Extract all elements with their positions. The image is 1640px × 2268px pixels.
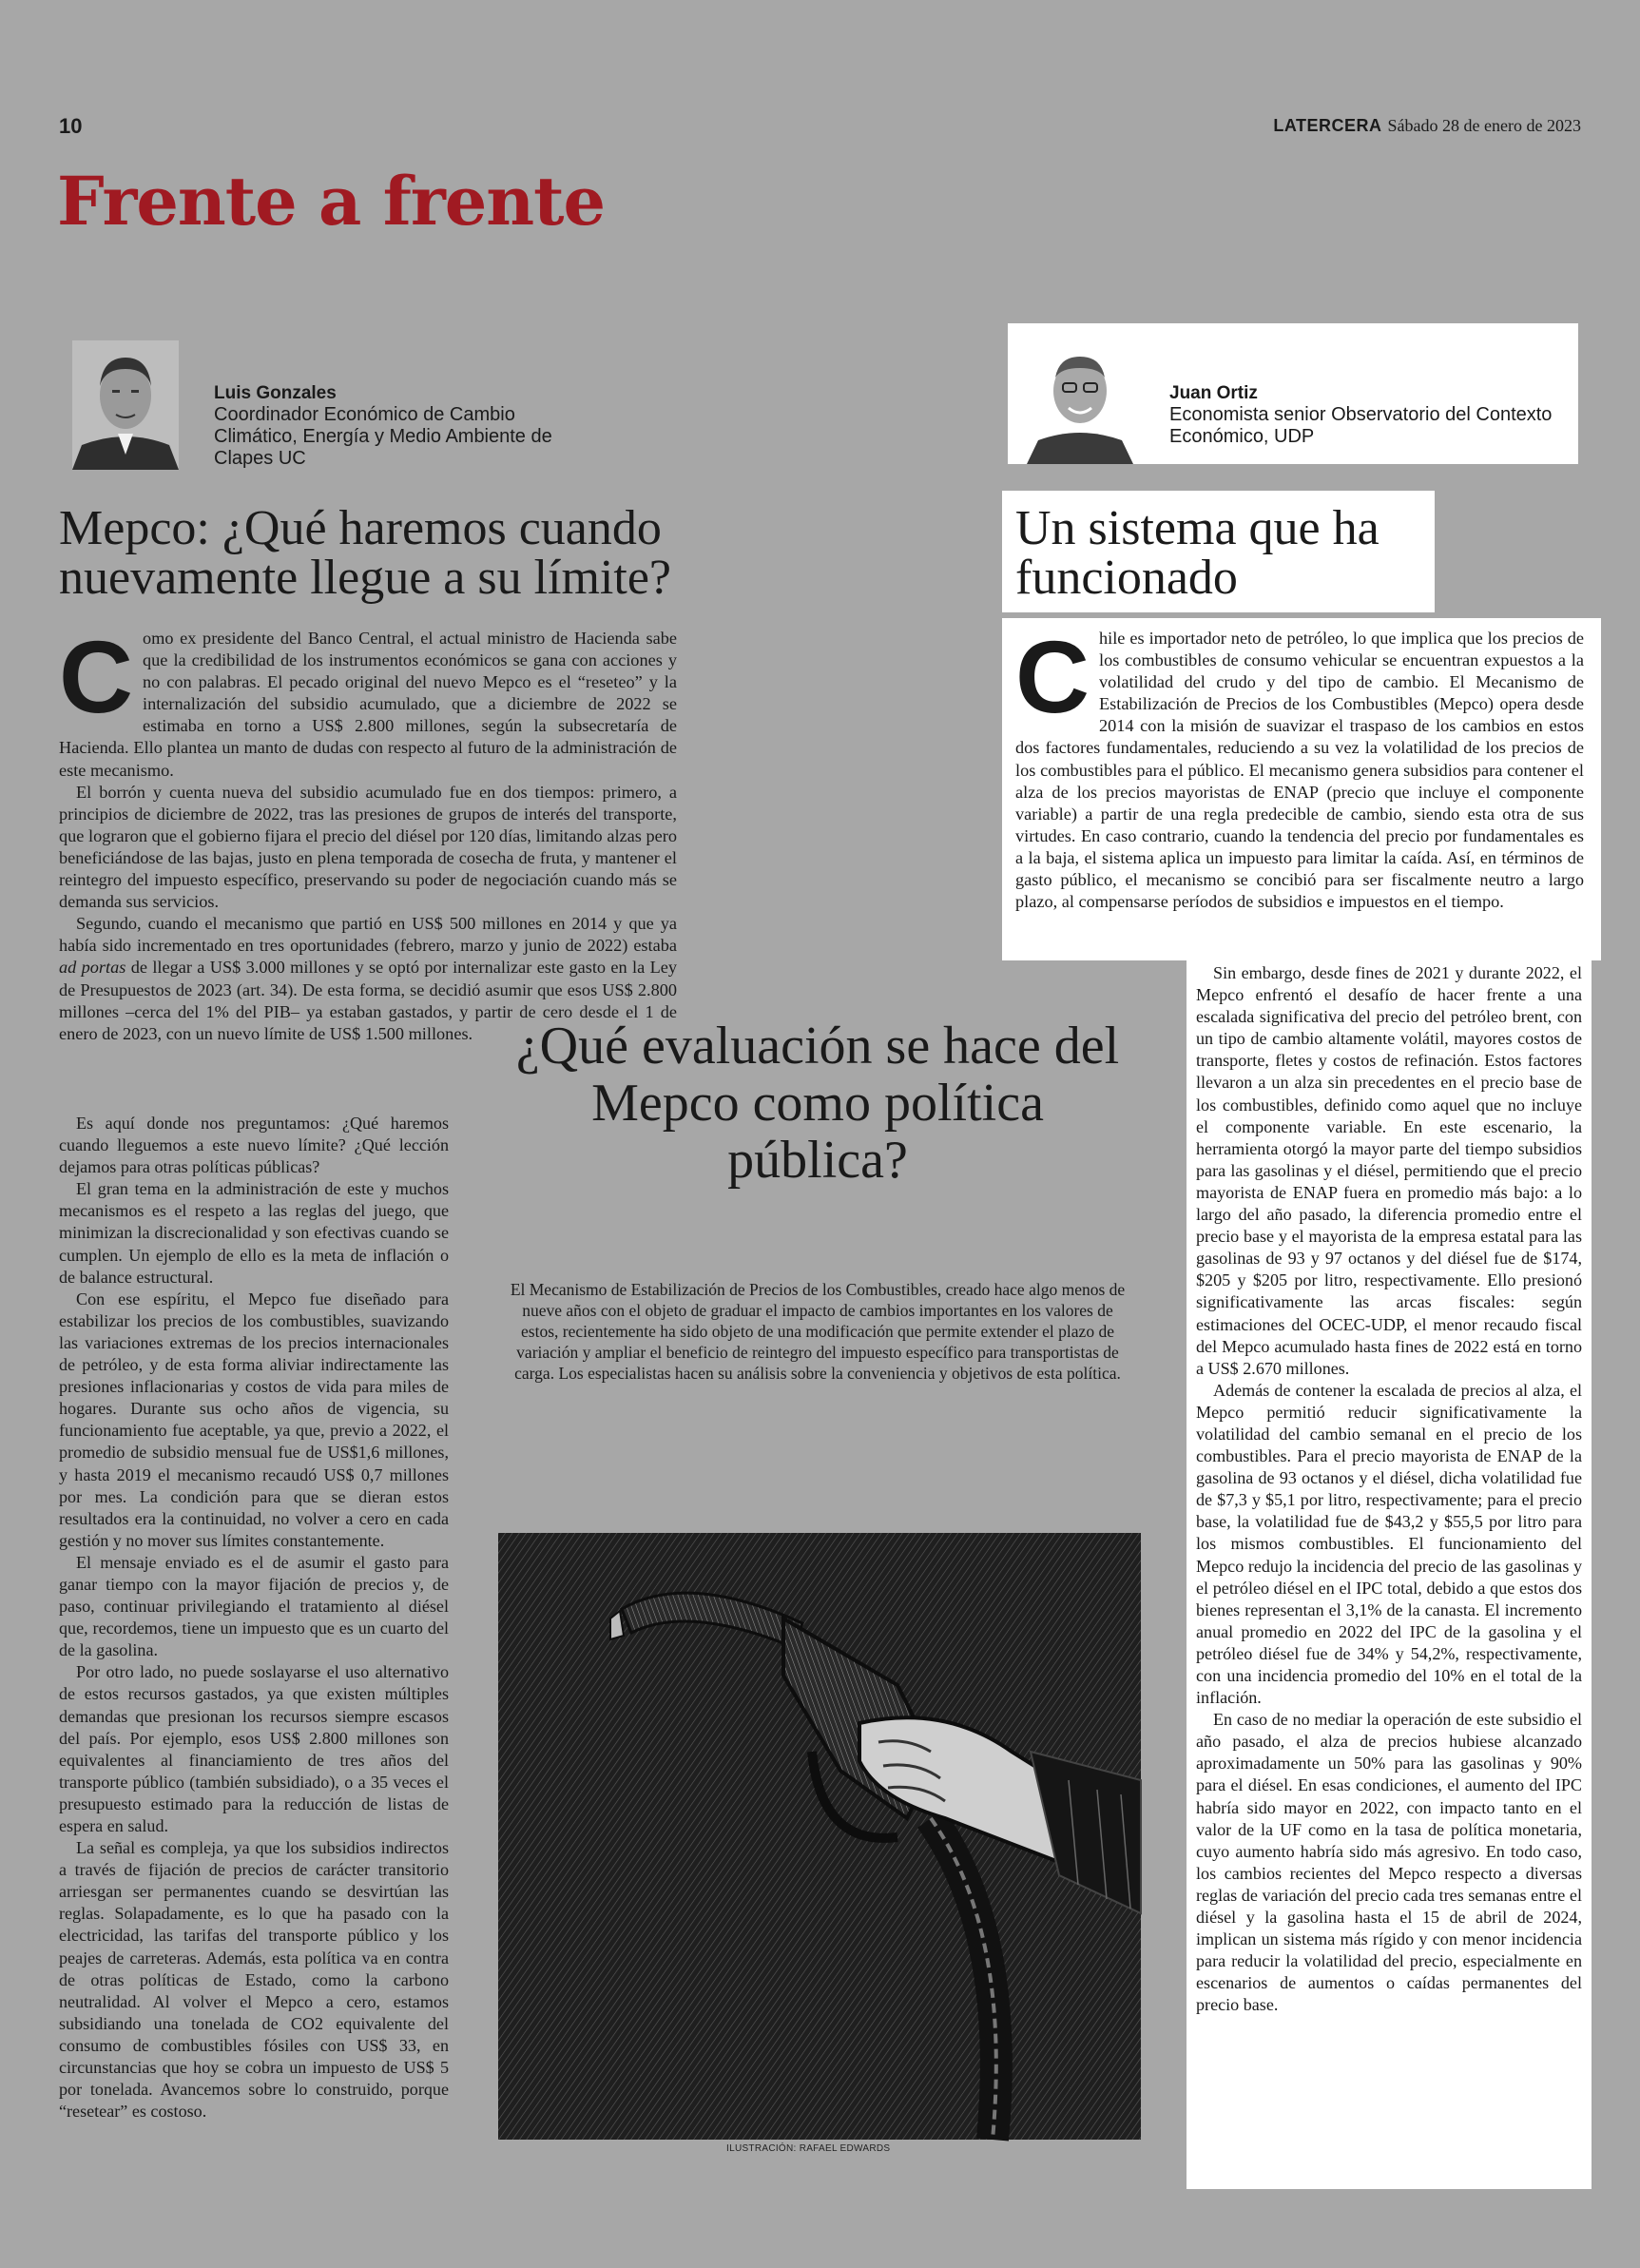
left-article-top [59,619,677,1043]
right-paragraph-2: Sin embargo, desde fines de 2021 y durante 2022, el Mepco enfrentó el desafío de hacer frente a una escalada significativa del precio del petróleo brent, con un tipo de cambio altamente volátil, mayores costos de transporte, fletes y costos de refinación. Estos factores llevaron a un alza sin precedentes en el precio base de los combustibles, definido como aquel que no incluye el componente variable. En este escenario, la herramienta otorgó la mayor parte del tiempo subsidios para las gasolinas y el diésel, permitiendo que el precio mayorista de ENAP fuera en promedio más bajo: a lo largo del año pasado, la diferencia promedio entre el precio base y el mayorista de la empresa estatal para las gasolinas de 93 y 97 octanos y del diésel fue de $174, $205 y $205 por litro, respectivamente. Ello presionó significativamente las arcas fiscales: según estimaciones del OCEC-UDP, el menor recaudo fiscal del Mepco acumulado hasta fines de 2022 está en torno a US$ 2.670 millones. [1196,963,1582,1378]
issue-date: Sábado 28 de enero de 2023 [1387,116,1581,135]
left-paragraph-9: La señal es compleja, ya que los subsidios indirectos a través de fijación de precios de carácter transitorio arriesgan ser permanentes cuando se desvirtúan las reglas. Solapadamente, es lo que ha pasado con la electricidad, las tarifas del transporte público y los peajes de carreteras. Además, esta política va en contra de otras políticas de Estado, como la carbono neutralidad. Al volver el Mepco a cero, estamos subsidiando una tonelada de CO2 equivalente del consumo de combustibles fósiles con US$ 33, en circunstancias que hoy se cobra un impuesto de US$ 5 por tonelada. Avancemos sobre lo construido, porque “resetear” es costoso. [59,1838,449,2122]
left-article-column [59,1113,449,2166]
author-name-right: Juan Ortiz [1169,383,1258,403]
author-role-left: Coordinador Económico de Cambio Climático, Energía y Medio Ambiente de Clapes UC [214,404,552,469]
left-p3-italic: ad portas [59,958,126,978]
fuel-nozzle-illustration [498,1533,1141,2140]
left-paragraph-5: El gran tema en la administración de este y muchos mecanismos es el respeto a las reglas del juego, que minimizan la discrecionalidad y son efectivas cuando se cumplen. Un ejemplo de ello es la meta de inflación o de balance estructural. [59,1179,449,1287]
newspaper-logo: LATERCERA [1273,116,1382,135]
section-title: Frente a frente [57,162,606,241]
right-article-column [1196,962,1582,2178]
left-headline: Mepco: ¿Qué haremos cuando nuevamente llegue a su límite? [59,501,671,605]
left-p3-end: de llegar a US$ 3.000 millones y se optó por internalizar este gasto en la Ley de Presupuestos de 2023 (art. 34). De esta forma, se decidió asumir que esos US$ 2.800 millones –cerca del 1% del PIB– ya estaban gastados, y partir de cero desde el 1 de enero de 2023, con un nuevo límite de US$ 1.500 millones. [59,958,677,1043]
right-paragraph-4: En caso de no mediar la operación de este subsidio el año pasado, el alza de precios hubiese alcanzado aproximadamente un 50% para las gasolinas y 90% para el diésel. En esas condiciones, el aumento del IPC habría sido mayor en 2022, con impacto tanto en el valor de la UF como en la tasa de política monetaria, cuyo aumento habría sido más agresivo. En todo caso, los cambios recientes del Mepco respecto a diversas reglas de variación del precio cada tres semanas entre el diésel y la gasolina hasta el 15 de abril de 2024, implican un sistema más rígido y con menor incidencia para reducir la volatilidad del precio, especialmente en escenarios de aumentos o caídas permanentes del precio base. [1196,1710,1582,2015]
left-paragraph-2: El borrón y cuenta nueva del subsidio acumulado fue en dos tiempos: primero, a principios de diciembre de 2022, tras las presiones de grupos de interés del transporte, que lograron que el gobierno fijara el precio del diésel por 120 días, limitando alzas pero beneficiándose de las bajas, justo en plena temporada de cosecha de fruta, y mantener el reintegro del impuesto específico, preservando su poder de negociación cuando más se demanda sus servicios. [59,782,677,912]
author-photo-left [72,340,179,470]
drop-cap-left: C [59,619,133,734]
page-number: 10 [59,114,83,138]
right-paragraph-1: hile es importador neto de petróleo, lo que implica que los precios de los combustibles de consumo vehicular se encuentran expuestos a la volatilidad del crudo y del tipo de cambio. El Mecanismo de Estabilización de Precios de los Combustibles (Mepco) opera desde 2014 con la misión de suavizar el traspaso de los cambios en estos dos factores fundamentales, reduciendo a su vez la volatilidad de los precios de los combustibles para el público. El mecanismo genera subsidios para contener el alza de los precios mayoristas de ENAP (precio que incluye el componente variable) a partir de una regla predecible de cambio, siendo esta otra de sus virtudes. En caso contrario, cuando la tendencia del precio por fundamentales es a la baja, el sistema aplica un impuesto para limitar la caída. Así, en términos de gasto público, el mecanismo se concibió para ser fiscalmente neutro a largo plazo, al compensarse períodos de subsidios e impuestos en el tiempo. [1015,629,1584,912]
central-intro: El Mecanismo de Estabilización de Precios de los Combustibles, creado hace algo menos de nueve años con el objeto de graduar el impacto de cambios importantes en los valores de estos, recientemente ha sido objeto de una modificación que permite extender el plazo de variación y ampliar el beneficio de reintegro del impuesto específico para transportistas de carga. Los especialistas hacen su análisis sobre la conveniencia y objetivos de esta política. [510,1280,1126,1383]
left-paragraph-4: Es aquí donde nos preguntamos: ¿Qué haremos cuando lleguemos a este nuevo límite? ¿Qué lección dejamos para otras políticas públicas? [59,1114,449,1177]
illustration-credit: ILUSTRACIÓN: RAFAEL EDWARDS [726,2143,891,2154]
author-role-right: Economista senior Observatorio del Contexto Económico, UDP [1169,404,1553,447]
masthead [1273,116,1581,136]
right-paragraph-3: Además de contener la escalada de precios al alza, el Mepco permitió reducir significativamente la volatilidad del cambio semanal en el precio de los combustibles. Para el precio mayorista de ENAP de la gasolina de 93 octanos y el diésel, dicha volatilidad fue de $7,3 y $5,1 por litro, respectivamente; para el precio base, la volatilidad fue de $43,2 y $55,5 por litro para los mismos combustibles. El funcionamiento del Mepco redujo la incidencia del precio de las gasolinas y el petróleo diésel en el IPC total, debido a que estos dos bienes representan el 3,1% de la canasta. El incremento anual promedio en 2022 del IPC de la gasolina y el petróleo diésel fue de 34% y 54,2%, respectivamente, con una incidencia promedio del 10% en el total de la inflación. [1196,1380,1582,1708]
left-paragraph-8: Por otro lado, no puede soslayarse el uso alternativo de estos recursos gastados, ya que existen múltiples demandas que presionan los recursos siempre escasos del país. Por ejemplo, esos US$ 2.800 millones son equivalentes al financiamiento de tres años del transporte público (también subsidiado), o a 35 veces el presupuesto estimado para la reducción de listas de espera en salud. [59,1662,449,1835]
left-paragraph-7: El mensaje enviado es el de asumir el gasto para ganar tiempo con la mayor fijación de precios y, de paso, continuar privilegiando el tratamiento al diésel que, recordemos, tiene un impuesto que es un cuarto del de la gasolina. [59,1552,449,1660]
right-headline: Un sistema que ha funcionado [1015,501,1380,605]
left-p3-start: Segundo, cuando el mecanismo que partió en US$ 500 millones en 2014 y que ya había sido incrementado en tres oportunidades (febrero, marzo y junio de 2022) estaba [59,914,677,956]
right-article-top [1015,619,1584,959]
drop-cap-right: C [1015,619,1090,734]
left-paragraph-1: omo ex presidente del Banco Central, el actual ministro de Hacienda sabe que la credibilidad de los instrumentos económicos se gana con acciones y no con palabras. El pecado original del nuevo Mepco es el “reseteo” y la internalización del subsidio acumulado, que a diciembre de 2022 se estimaba en torno a US$ 2.800 millones, según la subsecretaría de Hacienda. Ello plantea un manto de dudas con respecto al futuro de la administración de este mecanismo. [59,629,677,780]
left-paragraph-6: Con ese espíritu, el Mepco fue diseñado para estabilizar los precios de los combustibles, suavizando las variaciones extremas de los precios internacionales de petróleo, y de esta forma aliviar indirectamente las presiones inflacionarias y costos de vida para miles de hogares. Durante sus ocho años de vigencia, su funcionamiento fue aceptable, ya que, previo a 2022, el promedio de subsidio mensual fue de US$1,6 millones, y hasta 2019 el mecanismo recaudó US$ 0,7 millones por mes. La condición para que se dieran estos resultados era la continuidad, no volver a cero en cada gestión y no mover sus límites constantemente. [59,1289,449,1550]
central-question: ¿Qué evaluación se hace del Mepco como política pública? [515,1017,1120,1190]
author-block-right [1169,382,1569,448]
author-block-left [214,382,575,470]
author-name-left: Luis Gonzales [214,383,337,403]
author-photo-right [1027,338,1133,464]
